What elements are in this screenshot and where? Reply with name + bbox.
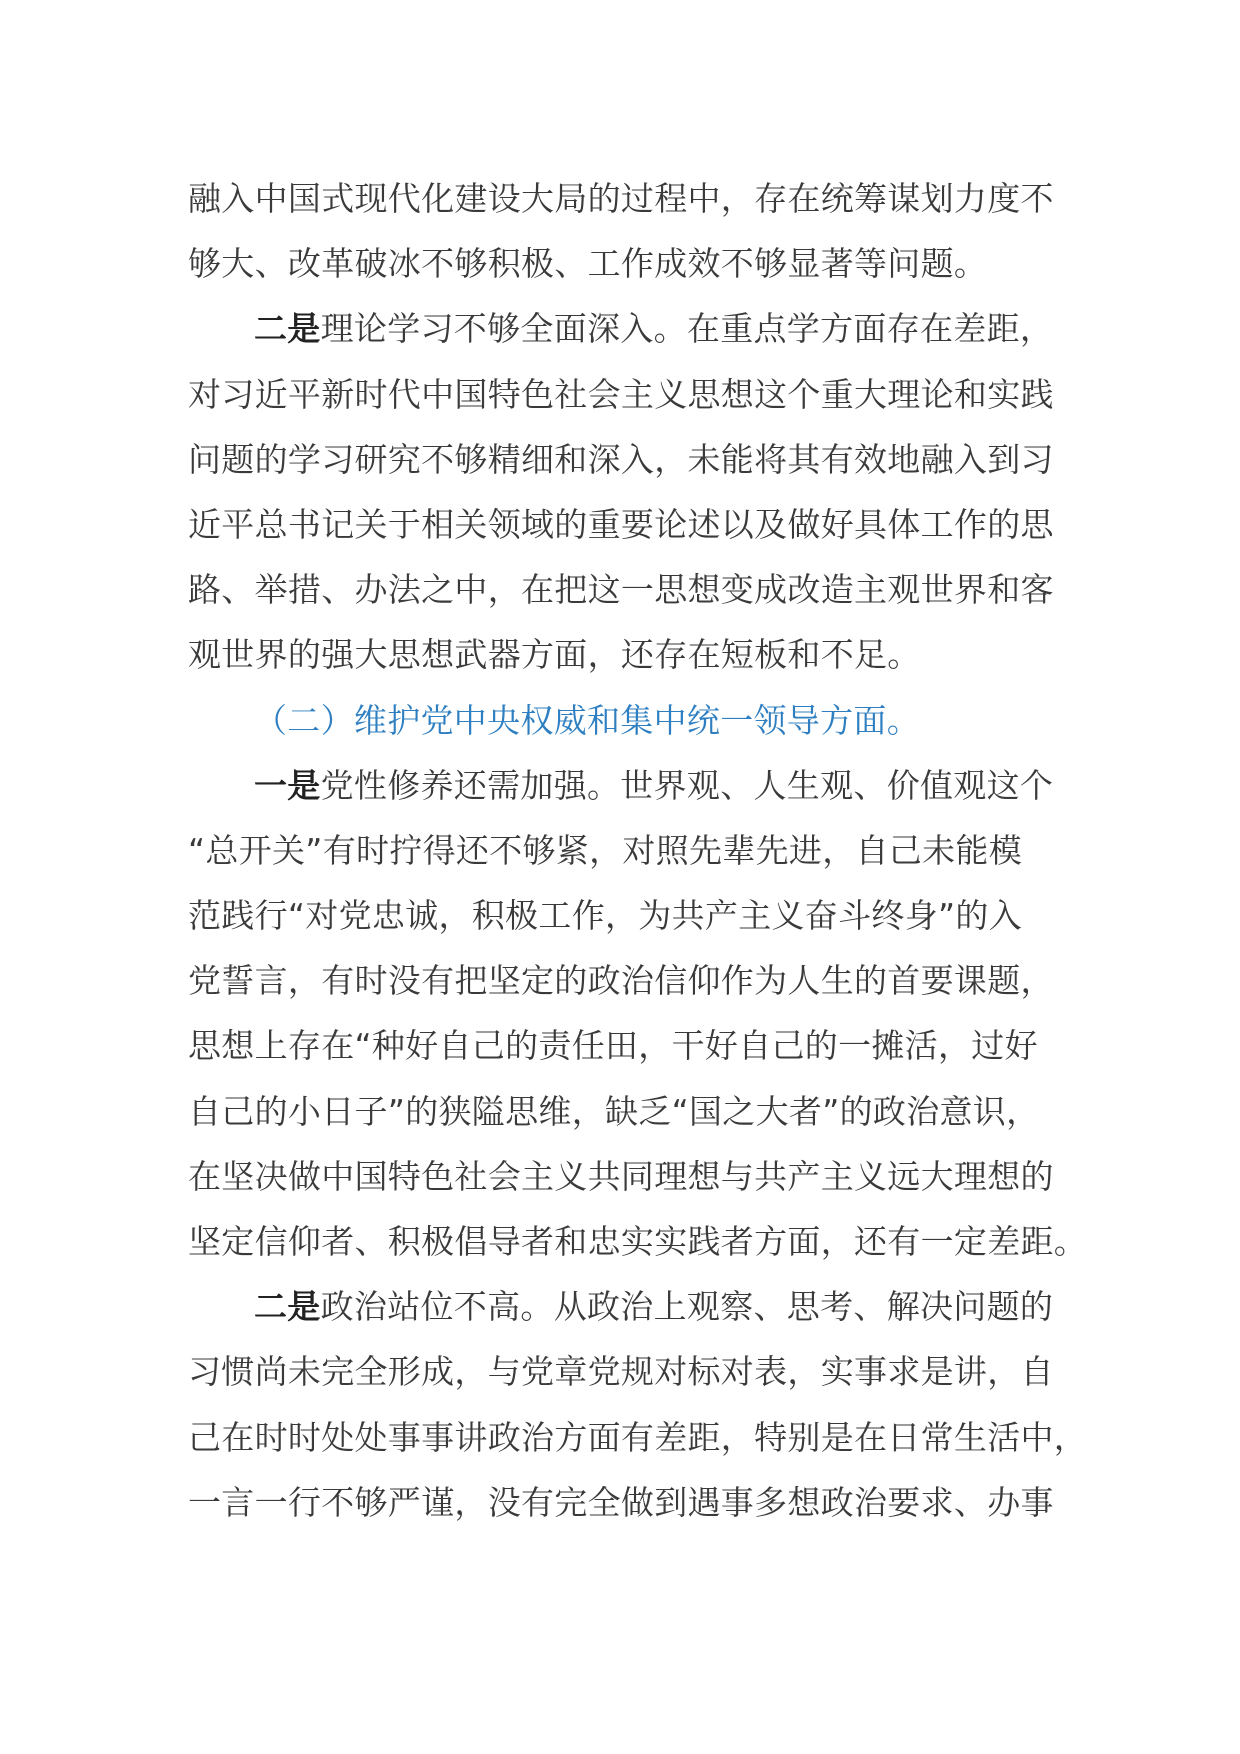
text-line: 政治站位不高。从政治上观察、思考、解决问题的 [320,1287,1054,1327]
text-line: 党誓言，有时没有把坚定的政治信仰作为人生的首要课题， [188,961,1054,1001]
text-line: 对习近平新时代中国特色社会主义思想这个重大理论和实践 [188,374,1054,414]
text-line: 思想上存在“种好自己的责任田，干好自己的一摊活，过好 [188,1026,1038,1066]
text-line: 观世界的强大思想武器方面，还存在短板和不足。 [188,635,921,675]
text-line: 范践行“对党忠诚，积极工作，为共产主义奋斗终身”的入 [188,896,1022,936]
paragraph-start [188,1274,1068,1339]
paragraph-start [188,296,1068,361]
text-line: 融入中国式现代化建设大局的过程中，存在统筹谋划力度不 [188,179,1054,218]
text-line: “总开关”有时拧得还不够紧，对照先辈先进，自己未能模 [188,830,1022,870]
text-line: 问题的学习研究不够精细和深入，未能将其有效地融入到习 [188,439,1054,479]
paragraph-lead: 二是 [254,309,321,349]
text-line: 党性修养还需加强。世界观、人生观、价值观这个 [320,765,1054,805]
section-heading: （二）维护党中央权威和集中统一领导方面。 [254,700,920,740]
text-line: 习惯尚未完全形成，与党章党规对标对表，实事求是讲，自 [188,1352,1054,1392]
body-text [188,166,1088,1535]
text-line: 近平总书记关于相关领域的重要论述以及做好具体工作的思 [188,504,1054,544]
paragraph-start [188,753,1068,818]
paragraph-lead: 二是 [254,1287,321,1327]
text-line: 路、举措、办法之中，在把这一思想变成改造主观世界和客 [188,570,1054,610]
text-line: 己在时时处处事事讲政治方面有差距，特别是在日常生活中， [188,1417,1088,1457]
paragraph-lead: 一是 [254,765,321,805]
text-line: 够大、改革破冰不够积极、工作成效不够显著等问题。 [188,244,988,284]
text-line: 理论学习不够全面深入。在重点学方面存在差距， [320,309,1054,349]
text-line: 自己的小日子”的狭隘思维，缺乏“国之大者”的政治意识， [188,1091,1040,1131]
text-line: 一言一行不够严谨，没有完全做到遇事多想政治要求、办事 [188,1482,1054,1522]
text-line: 在坚决做中国特色社会主义共同理想与共产主义远大理想的 [188,1156,1054,1196]
text-line: 坚定信仰者、积极倡导者和忠实实践者方面，还有一定差距。 [188,1222,1088,1261]
